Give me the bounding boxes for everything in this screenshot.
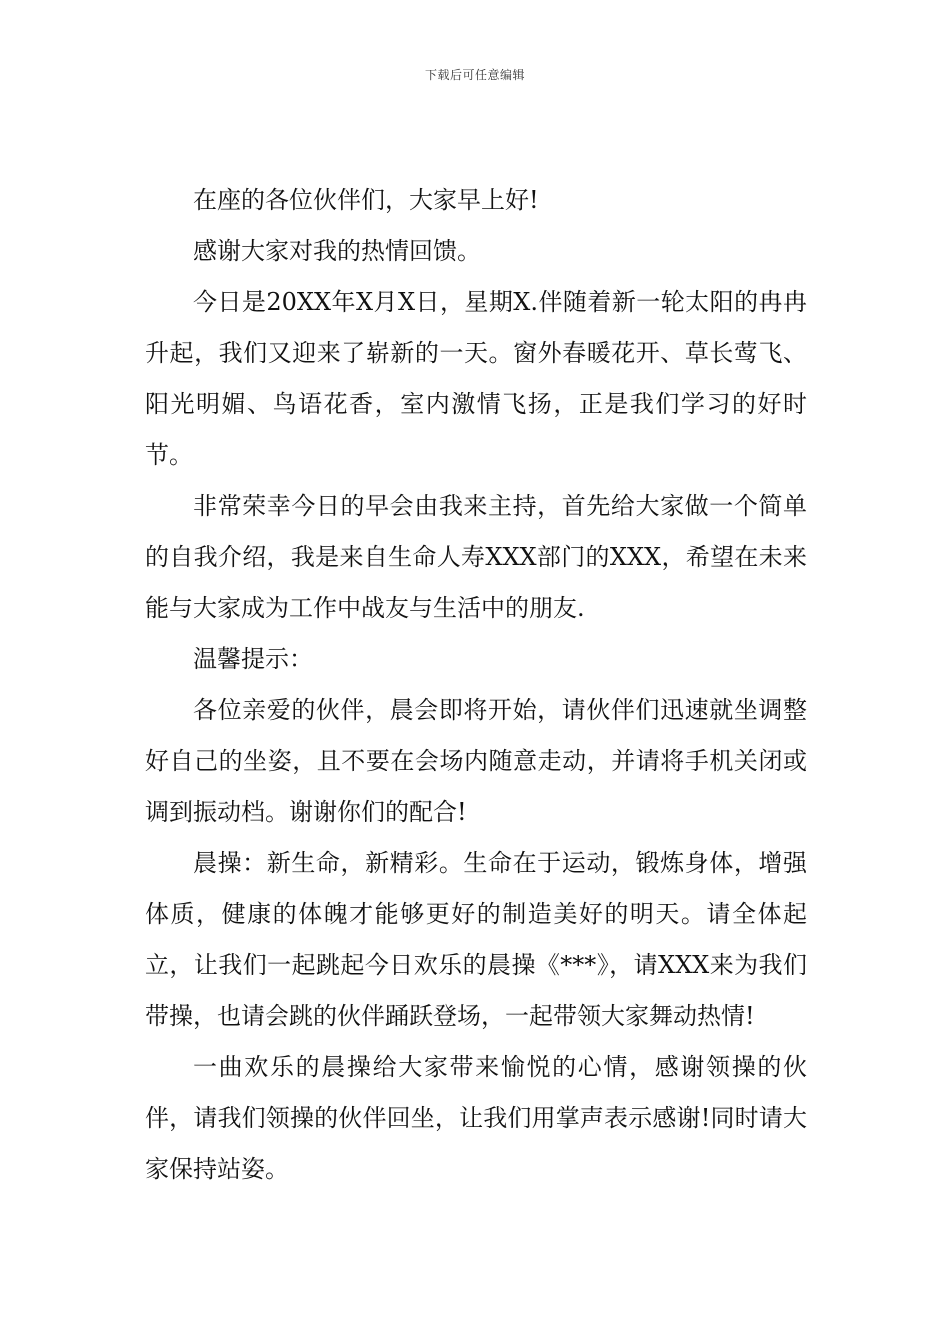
paragraph-greeting: 在座的各位伙伴们，大家早上好! [193,186,539,214]
paragraph-tips: 各位亲爱的伙伴，晨会即将开始，请伙伴们迅速就坐调整好自己的坐姿，且不要在会场内随意走动，并请将手机关闭或调到振动档。谢谢你们的配合! [145,696,807,826]
header-note: 下载后可任意编辑 [424,68,525,82]
paragraph-tips-heading: 温馨提示： [193,645,313,673]
paragraph-morning-exercise: 晨操：新生命，新精彩。生命在于运动，锻炼身体，增强体质，健康的体魄才能够更好的制造美好的明天。请全体起立，让我们一起跳起今日欢乐的晨操《***》，请XXX来为我们带操，也请会跳的伙伴踊跃登场，一起带领大家舞动热情! [145,849,807,1030]
paragraph-date: 今日是20XX年X月X日，星期X.伴随着新一轮太阳的冉冉升起，我们又迎来了崭新的一天。窗外春暖花开、草长莺飞、阳光明媚、鸟语花香，室内激情飞扬，正是我们学习的好时节。 [145,288,807,469]
paragraph-self-introduction: 非常荣幸今日的早会由我来主持，首先给大家做一个简单的自我介绍，我是来自生命人寿XXX部门的XXX，希望在未来能与大家成为工作中战友与生活中的朋友. [145,492,807,622]
document-body [145,175,807,1195]
paragraph-closing: 一曲欢乐的晨操给大家带来愉悦的心情，感谢领操的伙伴，请我们领操的伙伴回坐，让我们用掌声表示感谢!同时请大家保持站姿。 [145,1053,807,1183]
paragraph-thanks: 感谢大家对我的热情回馈。 [193,237,481,265]
